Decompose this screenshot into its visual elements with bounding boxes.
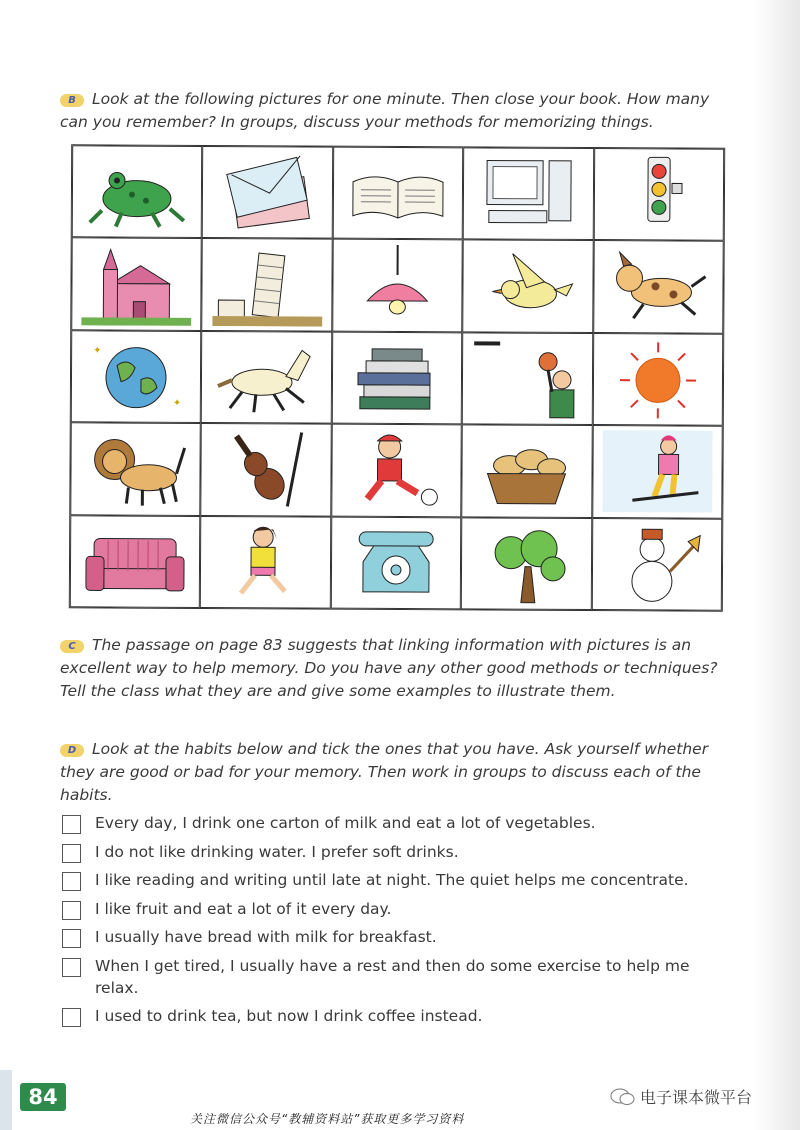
frog-icon (82, 151, 192, 234)
traffic-light-icon (604, 153, 714, 236)
page-shadow (754, 0, 800, 1130)
svg-text:✦: ✦ (173, 397, 182, 409)
section-d-badge: D (60, 744, 84, 757)
picture-cell (463, 147, 594, 240)
horse-icon (211, 336, 321, 419)
open-book-icon (343, 152, 453, 235)
habit-item (62, 812, 722, 834)
globe-icon (81, 335, 191, 418)
habit-text: I like reading and writing until late at night. The quiet helps me concentrate. (95, 871, 689, 889)
sofa-icon (80, 520, 190, 603)
footer-note: 关注微信公众号“教辅资料站”获取更多学习资料 (190, 1112, 465, 1126)
section-c-badge: C (60, 640, 84, 653)
habit-checkbox[interactable] (62, 872, 81, 891)
snowman-icon (602, 523, 712, 606)
habit-checkbox[interactable] (62, 1008, 81, 1027)
picture-cell (591, 518, 722, 611)
watermark-text: 电子课本微平台 (640, 1088, 753, 1107)
watermark (610, 1085, 752, 1108)
habit-item (62, 926, 722, 948)
sun-icon (603, 338, 713, 421)
svg-text:✦: ✦ (93, 345, 102, 357)
picture-cell (201, 423, 332, 516)
picture-cell (202, 238, 333, 331)
section-d-instructions (60, 738, 725, 807)
section-b-badge: B (60, 94, 84, 107)
habit-item (62, 841, 722, 863)
section-d-text: Look at the habits below and tick the ones that you have. Ask yourself whether they are good or bad for your memory. Then work in groups to discuss each of the habits. (60, 740, 709, 804)
leaning-tower-icon (212, 244, 322, 327)
picture-cell (462, 332, 593, 425)
lion-icon (80, 428, 190, 511)
picture-cell (331, 424, 462, 517)
picture-cell (201, 331, 332, 424)
page-number: 84 (20, 1083, 66, 1111)
running-girl-icon (210, 521, 320, 604)
bread-basket-icon (472, 430, 582, 513)
lamp-icon (342, 244, 452, 327)
wechat-icon (610, 1088, 636, 1106)
section-b-text: Look at the following pictures for one minute. Then close your book. How many can you remember? In groups, discuss your methods for memorizing things. (60, 90, 710, 131)
habit-item (62, 898, 722, 920)
computer-icon (473, 153, 583, 236)
picture-cell (461, 425, 592, 518)
section-b-instructions (60, 88, 725, 134)
picture-cell (72, 145, 203, 238)
habit-item (62, 1005, 722, 1027)
habit-text: I used to drink tea, but now I drink coffee instead. (95, 1007, 483, 1025)
picture-cell (461, 517, 592, 610)
picture-cell (592, 333, 723, 426)
habits-checklist (62, 812, 722, 1034)
habit-item (62, 955, 722, 999)
picture-cell (71, 238, 202, 331)
books-stack-icon (342, 337, 452, 420)
habit-checkbox[interactable] (62, 958, 81, 977)
picture-cell (593, 148, 724, 241)
habit-checkbox[interactable] (62, 929, 81, 948)
habit-checkbox[interactable] (62, 901, 81, 920)
habit-text: I usually have bread with milk for breakfast. (95, 928, 437, 946)
violin-icon (211, 428, 321, 511)
picture-cell (70, 422, 201, 515)
picture-cell (332, 239, 463, 332)
picture-cell (71, 330, 202, 423)
tree-icon (471, 522, 581, 605)
skier-icon (602, 430, 712, 513)
picture-cell (333, 147, 464, 240)
dog-icon (603, 246, 713, 329)
habit-text: I like fruit and eat a lot of it every day. (95, 899, 392, 918)
telephone-icon (341, 522, 451, 605)
church-icon (81, 243, 191, 326)
envelope-icon (212, 151, 322, 234)
page-edge (0, 1070, 12, 1130)
section-c-instructions (60, 634, 725, 703)
picture-cell (462, 240, 593, 333)
picture-cell (70, 515, 201, 608)
picture-cell (200, 516, 331, 609)
bird-icon (473, 245, 583, 328)
habit-text: When I get tired, I usually have a rest and then do some exercise to help me relax. (95, 956, 690, 997)
habit-checkbox[interactable] (62, 815, 81, 834)
section-c-text: The passage on page 83 suggests that linking information with pictures is an excellent way to help memory. Do you have any other good methods or techniques? Tell the class what they are and give some examples to illustrate them. (60, 636, 718, 700)
football-boy-icon (341, 429, 451, 512)
habit-text: I do not like drinking water. I prefer soft drinks. (95, 842, 459, 861)
picture-cell (202, 146, 333, 239)
habit-checkbox[interactable] (62, 844, 81, 863)
picture-cell (592, 425, 723, 518)
habit-item (62, 869, 722, 891)
picture-cell (332, 331, 463, 424)
picture-cell (331, 516, 462, 609)
habit-text: Every day, I drink one carton of milk and eat a lot of vegetables. (95, 814, 596, 832)
picture-cell (593, 240, 724, 333)
picture-grid (69, 144, 725, 611)
basketball-boy-icon (472, 337, 582, 420)
